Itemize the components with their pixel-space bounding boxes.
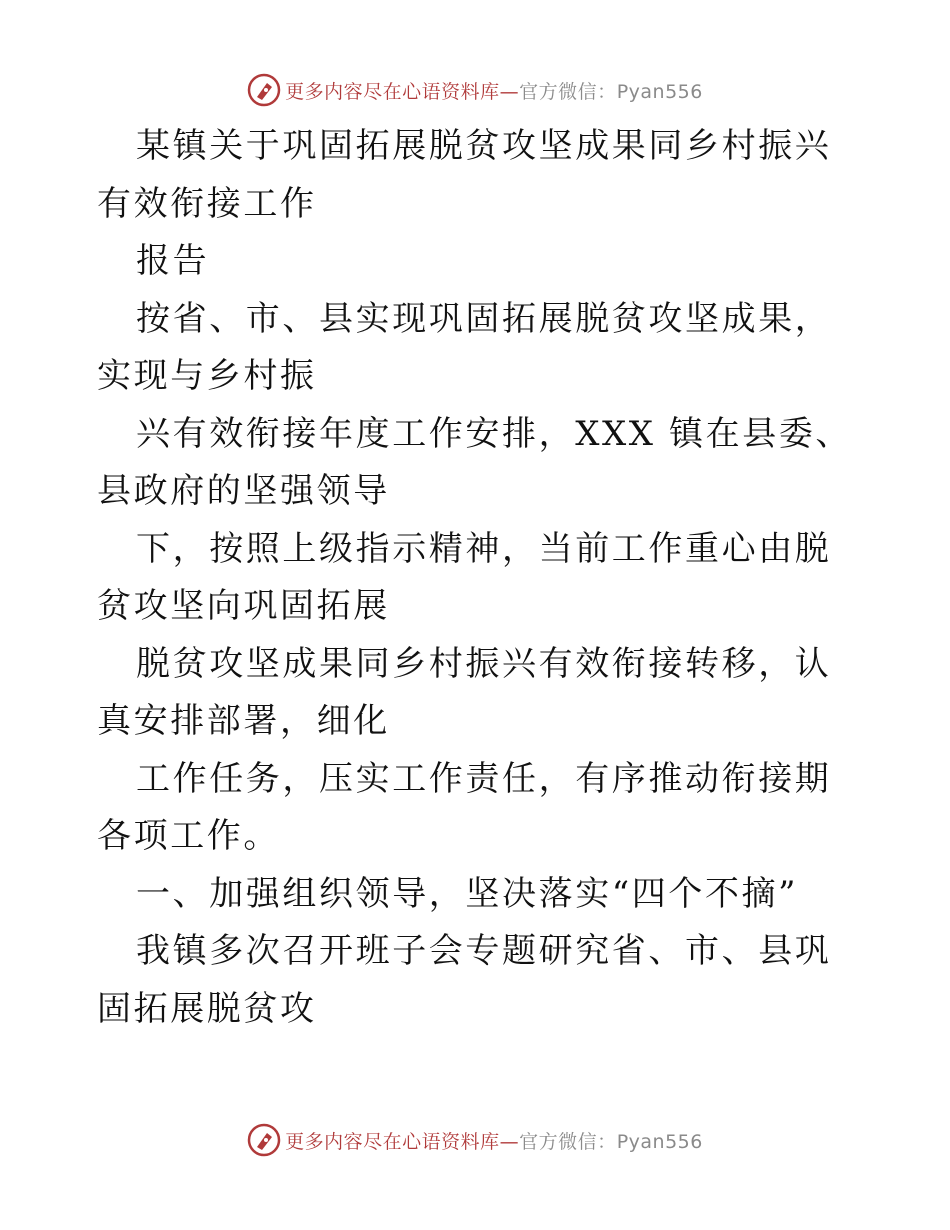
wechat-id: Pyan556 <box>616 1130 703 1153</box>
wechat-id: Pyan556 <box>616 80 703 103</box>
footer-banner <box>0 1120 950 1160</box>
document-title: 某镇关于巩固拓展脱贫攻坚成果同乡村振兴有效衔接工作 <box>97 126 832 224</box>
paragraph: 我镇多次召开班子会专题研究省、市、县巩固拓展脱贫攻 <box>97 931 832 1029</box>
document-body <box>97 118 857 1038</box>
pen-nib-logo-icon <box>247 73 281 107</box>
section-heading: 一、加强组织领导，坚决落实“四个不摘” <box>136 873 799 914</box>
banner-text <box>285 1127 703 1154</box>
document-subtitle: 报告 <box>136 241 210 281</box>
paragraph: 脱贫攻坚成果同乡村振兴有效衔接转移，认真安排部署，细化 <box>97 643 832 741</box>
banner-text <box>285 77 703 104</box>
banner-title: 更多内容尽在心语资料库— <box>285 1130 520 1153</box>
header-banner <box>0 70 950 110</box>
paragraph: 按省、市、县实现巩固拓展脱贫攻坚成果，实现与乡村振 <box>97 298 832 396</box>
banner-title: 更多内容尽在心语资料库— <box>285 80 520 103</box>
wechat-label: 官方微信： <box>519 80 617 103</box>
paragraph: 下，按照上级指示精神，当前工作重心由脱贫攻坚向巩固拓展 <box>97 528 832 626</box>
paragraph: 工作任务，压实工作责任，有序推动衔接期各项工作。 <box>97 758 832 856</box>
pen-nib-logo-icon <box>247 1123 281 1157</box>
paragraph: 兴有效衔接年度工作安排，XXX 镇在县委、县政府的坚强领导 <box>97 413 853 511</box>
wechat-label: 官方微信： <box>519 1130 617 1153</box>
